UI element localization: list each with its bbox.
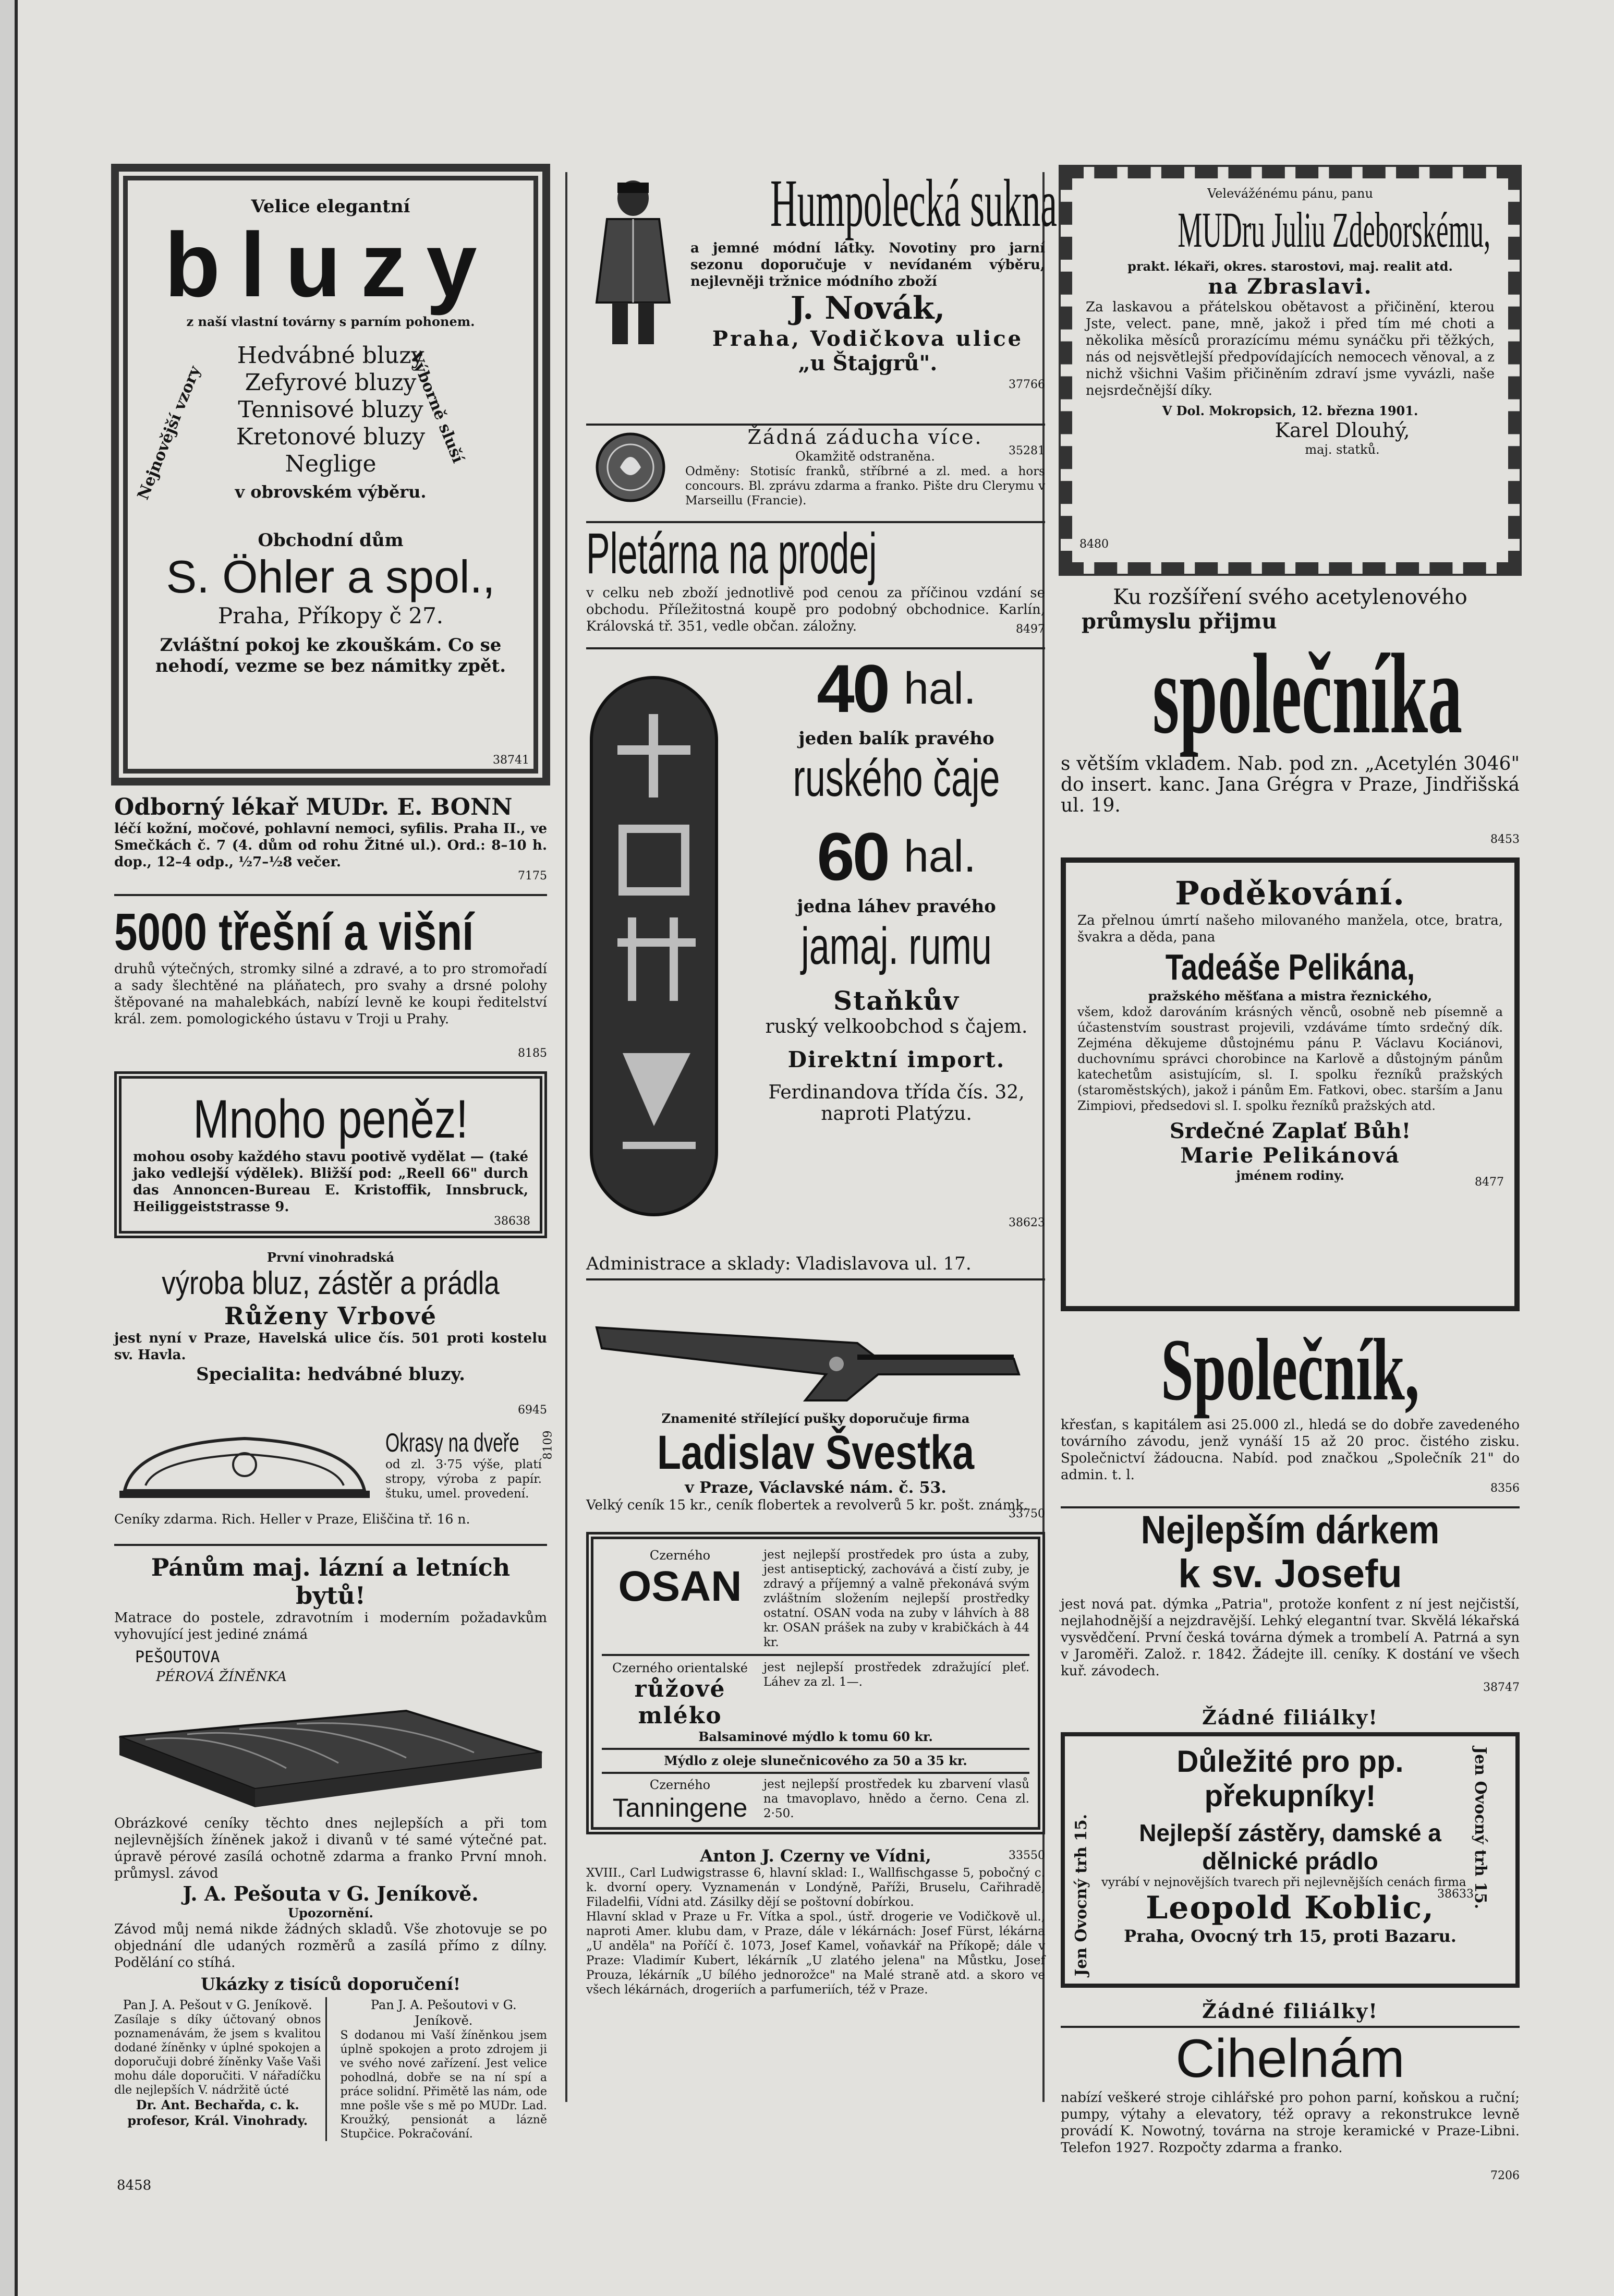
ad-matrace-text: Matrace do postele, zdravotním i moderním požadavkům vyhovující jest jediné známá [114, 1610, 547, 1642]
ad-osan-tann: Tanningene [612, 1793, 748, 1822]
ad-caj-import: Direktní import. [787, 1047, 1005, 1072]
ad-penez [114, 1071, 547, 1238]
ad-podekovani-thanks: Srdečné Zaplať Bůh! [1169, 1119, 1411, 1143]
column-3 [1061, 167, 1520, 2194]
ad-matrace-brand1: PEŠOUTOVA [135, 1648, 220, 1666]
ad-svestka-intro: Znamenité střílející pušky doporučuje firma [661, 1411, 970, 1426]
ad-caj [586, 647, 1045, 1247]
ad-bluzy-item: Hedvábné bluzy [237, 342, 424, 369]
ad-tresne [114, 903, 547, 1060]
ad-zdeborsky-sign-sub: maj. statků. [1305, 442, 1380, 457]
ad-matrace [114, 1553, 547, 2205]
ad-vrbova-top: První vinohradská [266, 1250, 395, 1265]
ad-zdeborsky-text: Za laskavou a přátelskou obětavost a přičinění, kterou Jste, velect. pane, mně, jakož i před tím mé choti a několika měsíců prorazícímu mému synáčku při těžkých, nás od nejsvětlejší předpovídajících nemocech věnoval, a z nichž všichni Vašim přičiněním zdraví jsme vyvázli, naše nejsrdečnější díky. [1086, 299, 1495, 398]
ad-czerny-address: XVIII., Carl Ludwigstrasse 6, hlavní sklad: I., Wallfischgasse 5, pobočný c. k. dvorní opery. Vyznamenán v Londýně, Paříži, Bruselu, Cařihradě, Filadelfii, Vídni atd. Zásilky dějí se poštovní dobírkou. [586, 1866, 1045, 1909]
ad-matrace-title: Pánům maj. lázní a letních bytů! [151, 1553, 511, 1610]
ad-sukna-street: Praha, Vodičkova ulice [712, 327, 1024, 351]
ad-code: 38747 [1483, 1681, 1520, 1694]
ad-pletarna-text: v celku neb zboží jednotlivě pod cenou za příčinou vzdání se obchodu. Příležitostná koupě pro podobný obchodnice. Karlín, Královská tř. 351, vedle občan. záložny. [586, 585, 1045, 634]
ad-filialky-2: Žádné filiálky! [1202, 1999, 1378, 2023]
ad-okrasy-text: od zl. 3·75 výše, platí stropy, výroba z papír. štuku, umel. provedení. [385, 1458, 542, 1501]
ad-filialky: Žádné filiálky! [1202, 1706, 1378, 1729]
ad-zaducha [586, 424, 1045, 510]
ad-osan-tann-text: jest nejlepší prostředek ku zbarvení vlasů na tmavoplavo, hnědo a černo. Cena zl. 2·50. [763, 1778, 1029, 1820]
ad-bluzy-list [134, 339, 520, 527]
ad-okrasy-title: Okrasy na dveře [385, 1428, 519, 1457]
ad-koblic-side-left: Jen Ovocný trh 15. [1072, 1814, 1090, 1976]
ad-bluzy-note: Zvláštní pokoj ke zkouškám. Co se nehodí, vezme se bez námitky zpět. [155, 635, 506, 676]
ad-tresne-text: druhů výtečných, stromky silné a zdravé, a to pro stromořadí a sady šlechtěné na pláňatech, pro svahy a drsné polohy štěpované na mahalebkách, nabízí levně ke koupi ředitelství král. zem. pomologického ústavu v Troji u Prahy. [114, 961, 547, 1027]
ad-bluzy-item: Kretonové bluzy [236, 424, 426, 450]
ad-code: 33750 [1009, 1507, 1045, 1520]
ad-vrbova-text: jest nyní v Praze, Havelská ulice čís. 501 proti kostelu sv. Havla. [114, 1331, 547, 1363]
ad-matrace-examples: Ukázky z tisíců doporučení! [200, 1974, 461, 1994]
ad-czerny-depots: Hlavní sklad v Praze u Fr. Vítka a spol., ústř. drogerie ve Vodičkově ul., naproti Amer. klubu dam, v Praze, dále v lékárnách: Josef Fürst, lékárna „U anděla" na Poříčí č. 1073, Josef Kamel, voňavkář na Příkopě; dále v Praze: Vladimír Kubert, lékárník „U zlatého jelena" na Můstku, Josef Prouza, lékárník „U bílého jednorožce" na Malé straně atd. a skoro ve všech lékárnách, drogeriích a parfumeriích, též v Praze. [586, 1910, 1045, 1997]
ad-matrace-left-sign: Dr. Ant. Bechařda, c. k. profesor, Král. Vinohrady. [127, 2097, 308, 2128]
ad-josef-title1: Nejlepším dárkem [1140, 1508, 1440, 1552]
ad-spolecnik2 [1061, 1323, 1520, 1495]
ad-code: 8185 [518, 1047, 547, 1060]
ad-sukna-firm: J. Novák, [790, 290, 945, 327]
newspaper-page [15, 0, 1614, 2296]
ad-podekovani-text: všem, kdož darováním krásných věnců, osobně neb písemně a účastenstvím soustrast projevili, vzdáváme tímto srdečný dík. Zejména děkujeme důstojnému pánu P. Václavu Kociánovi, duchovnímu správci chorobince na Karlově a důstojným pánům katechetům asistujícím, sl. I. spolku řezníků pražských (staroměstských), jakož i pánům Em. Fatkovi, obec. starším a Janu Zimpiovi, předsedovi sl. I. spolku řezníků pražských atd. [1077, 1005, 1503, 1113]
shotgun-illustration [586, 1296, 1035, 1411]
ad-code: 37766 [1009, 378, 1045, 391]
ad-bluzy-item: Zefyrové bluzy [245, 369, 417, 396]
ad-okrasy-footer: Ceníky zdarma. Rich. Heller v Praze, Eliščina tř. 16 n. [114, 1512, 470, 1527]
ad-koblic-name: Leopold Koblic, [1146, 1890, 1435, 1926]
ad-koblic-sub: Nejlepší zástěry, damské a dělnické prádlo [1139, 1819, 1441, 1875]
ad-bluzy-address: Praha, Příkopy č 27. [217, 603, 444, 629]
ad-code: 6945 [518, 1404, 547, 1417]
ad-zdeborsky-date: V Dol. Mokropsich, 12. března 1901. [1162, 403, 1418, 418]
ad-cihelnam [1061, 2026, 1520, 2182]
mattress-illustration [114, 1648, 547, 1810]
ad-koblic-side-right: Jen Ovocný trh 15. [1471, 1747, 1489, 1910]
ad-zdeborsky-sign: Karel Dlouhý, [1275, 419, 1410, 442]
ad-pletarna-title: Pletárna na prodej [586, 522, 877, 586]
ad-caj-admin: Administrace a sklady: Vladislavova ul. 17. [586, 1253, 1045, 1280]
ad-code: 7206 [1490, 2169, 1520, 2182]
ad-vrbova-name: Růženy Vrbové [224, 1302, 437, 1330]
ad-zdeborsky-top: Velevážénému pánu, panu [1207, 186, 1373, 201]
ad-matrace-brand2: PÉROVÁ ŽÍNĚNKA [156, 1669, 287, 1685]
ad-spolecnika-text: s větším vkladem. Nab. pod zn. „Acetylén 3046" do insert. kanc. Jana Grégra v Praze, Jindřišská ul. 19. [1061, 753, 1520, 816]
medal-icon [586, 431, 675, 504]
man-in-coat-illustration [586, 177, 680, 349]
ad-bluzy-side-right: Výborně sluší [406, 349, 467, 466]
ad-bluzy-factory: z naší vlastní továrny s parním pohonem. [186, 314, 475, 329]
ad-matrace-left-text: Zasílaje s díky účtovaný obnos poznamenávám, že jsem s kvalitou dodané žíněnky v úplné spokojen a doporučuji dobré žíněnky Vaše Vaši mohu dále doporučiti. V nářadíčku dle nejlepších V. nádržitě úcté [114, 2013, 321, 2097]
ad-matrace-body: Obrázkové ceníky těchto dnes nejlepších a při tom nejlevnějších žíněnek jakož i divanů v té samé výtečné pat. úpravě pérové zasílá ochotně zdarma a franko První mnoh. průmysl. závod [114, 1816, 547, 1881]
ad-josef-text: jest nová pat. dýmka „Patria", protože konfent z ní jest nejčistší, nejlahodnější a nejzdravější. Lehký elegantní tvar. Skvělá lékařská vysvědčení. První česká továrna dýmek a trombelí A. Patrná a syn v Jaroměři. Založ. r. 1842. Žádejte ill. ceníky. K dostání ve všech kuř. závodech. [1061, 1597, 1520, 1679]
ad-code: 8480 [1079, 538, 1109, 551]
ad-podekovani [1061, 857, 1520, 1311]
ad-code: 8356 [1490, 1482, 1520, 1495]
ad-bonn [114, 794, 547, 883]
ad-czerny-firm: Anton J. Czerny ve Vídni, [700, 1846, 931, 1866]
ad-zdeborsky-name: MUDru Juliu Zdeborskému, [1178, 202, 1491, 258]
ad-podekovani-name: Tadeáše Pelikána, [1165, 947, 1415, 987]
ad-code: 7175 [518, 869, 547, 883]
ad-matrace-firm: J. A. Pešouta v G. Jeníkově. [183, 1882, 479, 1905]
ad-sukna-house: „u Štajgrů". [798, 351, 938, 376]
ad-spolecnika-intro2: průmyslu přijmu [1082, 609, 1277, 634]
ad-matrace-right-text: S dodanou mi Vaší žíněnkou jsem úplně spokojen a proto zdrojem ji ve svého nové zařízení. Jest velice pohodlná, dobře se na ní spí a práce solidní. Přimětě las nám, ode mne pošle vše s mě po MUDr. Lad. Kroužký, pensionát a lázně Stupčice. Pokračování. [340, 2029, 547, 2141]
ad-koblic-title: Důležité pro pp. překupníky! [1176, 1745, 1404, 1813]
ad-penez-title: Mnoho peněz! [193, 1089, 468, 1150]
ad-osan-milk-small: Czerného orientalské [612, 1661, 748, 1675]
ad-osan [586, 1532, 1045, 1834]
ad-pletarna [586, 521, 1045, 636]
ad-bluzy-item: Neglige [285, 451, 377, 477]
ad-bluzy-title: bluzy [164, 214, 497, 316]
ad-matrace-warning: Upozornění. [288, 1905, 373, 1920]
ad-tresne-title: 5000 třešní a višní [114, 903, 474, 961]
ad-podekovani-intro: Za přelnou úmrtí našeho milovaného manžela, otce, bratra, švakra a děda, pana [1077, 913, 1503, 945]
ad-osan-text: jest nejlepší prostředek pro ústa a zuby, jest antiseptický, zachovává a čistí zuby, je zdravý a příjemný a valně překonává svým zvláštním složením nejlepší prostředky ostatní. OSAN voda na zuby v láhvích à 88 kr. OSAN prášek na zuby v krabičkách à 44 kr. [763, 1548, 1029, 1649]
ad-caj-item2: jamaj. rumu [801, 917, 992, 975]
ad-zdeborsky-place: na Zbraslavi. [1208, 274, 1373, 299]
ad-podekovani-sign-sub: jménem rodiny. [1236, 1168, 1344, 1183]
ad-svestka [586, 1296, 1045, 1520]
ad-caj-price1: 40 [817, 650, 888, 727]
ad-svestka-address: v Praze, Václavské nám. č. 53. [685, 1479, 946, 1497]
ad-spolecnika [1061, 585, 1520, 846]
ad-osan-brand: OSAN [618, 1563, 742, 1610]
ad-zdeborsky-title: prakt. lékaři, okres. starostovi, maj. realit atd. [1127, 259, 1453, 274]
ad-josef [1061, 1506, 1520, 1694]
ad-svestka-name: Ladislav Švestka [657, 1426, 975, 1479]
ad-matrace-warning-text: Závod můj nemá nikde žádných skladů. Vše zhotovuje se po objednání dle udaných rozměrů a zasílá přímo z dílny. Podělání co stíhá. [114, 1922, 547, 1971]
ad-matrace-left-head: Pan J. A. Pešout v G. Jeníkově. [123, 1998, 312, 2012]
ad-bluzy-choice: v obrovském výběru. [235, 482, 427, 502]
ad-bluzy-item: Tennisové bluzy [238, 396, 423, 423]
ad-caj-price2: 60 [817, 818, 888, 895]
ad-podekovani-sign: Marie Pelikánová [1180, 1143, 1400, 1168]
ad-caj-item1: ruského čaje [793, 749, 1000, 807]
ad-vrbova [114, 1250, 547, 1417]
ad-code: 8453 [1490, 833, 1520, 846]
ad-vrbova-title: výroba bluz, zástěr a prádla [162, 1265, 500, 1301]
ad-osan-soap: Balsaminové mýdlo k tomu 60 kr. [698, 1729, 933, 1744]
ad-code: 8497 [1016, 623, 1045, 636]
ad-zaducha-text: Odměny: Stotisíc franků, stříbrné a zl. med. a hors concours. Bl. zprávu zdarma a franko. Pište dru Clerymu v Marseillu (Francie). [685, 465, 1045, 507]
ad-caj-firm-sub: ruský velkoobchod s čajem. [765, 1016, 1028, 1037]
ad-cihelnam-title: Cihelnám [1175, 2028, 1405, 2089]
ad-sukna-text: a jemné módní látky. Novotiny pro jarní sezonu doporučuje v nevídaném výběru, nejlevněji tržnice módního zboží [690, 240, 1045, 289]
tea-calligraphy-illustration [586, 657, 743, 1220]
ad-code: 8477 [1475, 1176, 1504, 1189]
ad-sukna [586, 166, 1058, 412]
ad-code: 8109 [541, 1430, 555, 1460]
ad-josef-title2: k sv. Josefu [1178, 1552, 1402, 1596]
ad-penez-text: mohou osoby každého stavu pootivě vydělat — (také jako vedlejší výdělek). Bližší pod: „Reell 66" durch das Annoncen-Bureau E. Kristoffik, Innsbruck, Heiliggeiststrasse 9. [133, 1149, 528, 1215]
column-1 [114, 167, 555, 2217]
ad-osan-soap2: Mýdlo z oleje slunečnicového za 50 a 35 kr. [664, 1753, 967, 1768]
ad-spolecnik2-text: křesťan, s kapitálem asi 25.000 zl., hledá se do dobře zavedeného továrního závodu, jenž vynáší 15 až 20 proc. čistého zisku. Společnictví žádoucna. Nabíd. pod značkou „Společník 21" do admin. t. l. [1061, 1417, 1520, 1483]
ad-koblic-address: Praha, Ovocný trh 15, proti Bazaru. [1124, 1926, 1457, 1946]
ad-code: 38638 [494, 1215, 530, 1228]
ad-matrace-right-head: Pan J. A. Pešoutovi v G. Jeníkově. [370, 1998, 517, 2028]
ad-svestka-text: Velký ceník 15 kr., ceník flobertek a revolverů 5 kr. pošt. známk. [586, 1497, 1028, 1513]
ad-zaducha-title: Žádná záducha více. [747, 426, 983, 449]
ad-bluzy [114, 167, 547, 782]
ad-spolecnik2-title: Společník, [1161, 1321, 1419, 1419]
ad-code: 38633 [1437, 1888, 1474, 1901]
ad-podekovani-role: pražského měšťana a mistra řeznického, [1148, 988, 1432, 1004]
ad-code: 38623 [1009, 1216, 1045, 1229]
ad-koblic-text: vyrábí v nejnovějších tvarech při nejlevnějších cenách firma [1101, 1876, 1466, 1889]
ad-bluzy-firm: S. Öhler a spol., [166, 551, 495, 602]
ad-code: 33550 [1009, 1849, 1045, 1862]
ad-osan-milk: růžové mléko [634, 1676, 726, 1729]
ad-osan-milk-text: jest nejlepší prostředek zdražující pleť. Láhev za zl. 1—. [763, 1661, 1029, 1689]
column-rule [565, 172, 567, 2102]
ad-czerny [586, 1846, 1045, 2091]
ad-spolecnika-title: společníka [1152, 630, 1463, 757]
ad-cihelnam-text: nabízí veškeré stroje cihlářské pro pohon parní, koňskou a ruční; pumpy, výtahy a elevatory, též opravy a rekonstrukce levně provádí K. Nowotný, továrna na stroje keramické v Praze-Libni. Telefon 1927. Rozpočty zdarma a franko. [1061, 2090, 1520, 2156]
ad-koblic [1061, 1732, 1520, 1988]
ad-okrasy [114, 1428, 555, 1532]
ad-spolecnika-intro1: Ku rozšíření svého acetylenového [1113, 585, 1467, 609]
ad-bonn-title: Odborný lékař MUDr. E. BONN [114, 794, 513, 820]
ad-zaducha-sub: Okamžitě odstraněna. [795, 449, 935, 464]
ad-bonn-text: léčí kožní, močové, pohlavní nemoci, syfilis. Praha II., ve Smečkách č. 7 (4. dům od rohu Žitné ul.). Ord.: 8–10 h. dop., 12–4 odp., ½7–½8 večer. [114, 821, 547, 870]
ad-bluzy-house: Obchodní dům [258, 530, 404, 551]
ad-osan-brand-small: Czerného [649, 1548, 711, 1563]
column-2 [586, 166, 1058, 2102]
ad-code: 38741 [493, 754, 529, 767]
ad-code: 8458 [117, 2178, 152, 2193]
ad-caj-line1: jeden balík pravého [798, 728, 994, 749]
ad-bluzy-side-left: Nejnovější vzory [134, 363, 204, 503]
ad-caj-unit2: hal. [903, 831, 976, 881]
ad-code: 35281 [1009, 444, 1045, 457]
ad-podekovani-title: Poděkování. [1175, 874, 1405, 912]
ad-caj-unit1: hal. [903, 663, 976, 714]
ad-bluzy-top: Velice elegantní [251, 196, 410, 217]
ad-vrbova-special: Specialita: hedvábné bluzy. [196, 1364, 465, 1385]
ad-osan-tann-small: Czerného [649, 1778, 711, 1792]
ad-caj-street: Ferdinandova třída čís. 32, naproti Platýzu. [768, 1082, 1025, 1125]
ad-caj-line2: jedna láhev pravého [797, 896, 996, 917]
ad-zdeborsky [1061, 167, 1520, 574]
ad-caj-firm: Staňkův [833, 985, 960, 1016]
door-ornament-illustration [114, 1428, 375, 1501]
ad-sukna-title: Humpolecká sukna [770, 166, 1058, 241]
